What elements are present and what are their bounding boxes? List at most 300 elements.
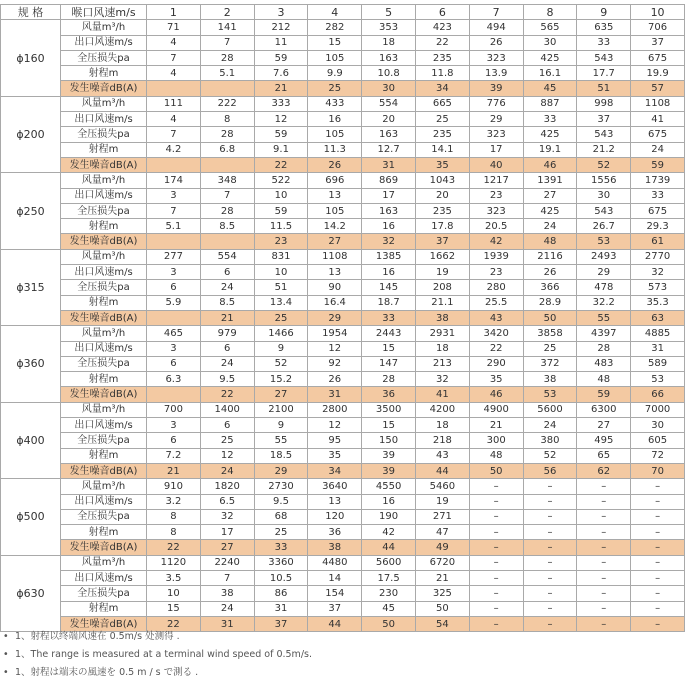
value-cell: 465 xyxy=(147,326,201,341)
value-cell: 59 xyxy=(631,157,685,172)
value-cell: 4.2 xyxy=(147,142,201,157)
row-label: 全压损失pa xyxy=(61,203,147,218)
value-cell: 51 xyxy=(254,280,308,295)
value-cell xyxy=(147,310,201,325)
speed-col-10: 10 xyxy=(631,5,685,20)
row-label: 出口风速m/s xyxy=(61,112,147,127)
value-cell: 24 xyxy=(200,601,254,616)
row-label: 射程m xyxy=(61,142,147,157)
value-cell: 44 xyxy=(362,540,416,555)
row-label: 射程m xyxy=(61,295,147,310)
value-cell: 3 xyxy=(147,265,201,280)
value-cell: 13 xyxy=(308,494,362,509)
value-cell: 41 xyxy=(631,112,685,127)
value-cell: 49 xyxy=(415,540,469,555)
value-cell: 24 xyxy=(631,142,685,157)
row-label: 射程m xyxy=(61,448,147,463)
footnotes xyxy=(3,628,312,682)
value-cell: 25 xyxy=(523,341,577,356)
value-cell: 3360 xyxy=(254,555,308,570)
value-cell: 3.2 xyxy=(147,494,201,509)
outlet-speed-row xyxy=(1,341,685,356)
value-cell: 7 xyxy=(200,188,254,203)
noise-row xyxy=(1,387,685,402)
value-cell: 208 xyxy=(415,280,469,295)
value-cell: – xyxy=(469,586,523,601)
value-cell: 10 xyxy=(254,188,308,203)
value-cell: – xyxy=(631,616,685,631)
value-cell: 52 xyxy=(523,448,577,463)
value-cell: 6 xyxy=(200,418,254,433)
airflow-row xyxy=(1,173,685,188)
value-cell xyxy=(147,81,201,96)
value-cell: 63 xyxy=(631,310,685,325)
value-cell: – xyxy=(469,509,523,524)
row-label: 出口风速m/s xyxy=(61,265,147,280)
value-cell: 4 xyxy=(147,35,201,50)
range-row xyxy=(1,66,685,81)
range-row xyxy=(1,295,685,310)
value-cell: 5.1 xyxy=(147,219,201,234)
footnote-en-text: 1、The range is measured at a terminal wind speed of 0.5m/s. xyxy=(15,649,312,660)
value-cell: 29 xyxy=(577,265,631,280)
value-cell: 573 xyxy=(631,280,685,295)
value-cell: 33 xyxy=(631,188,685,203)
row-label: 全压损失pa xyxy=(61,509,147,524)
value-cell: 190 xyxy=(362,509,416,524)
value-cell: – xyxy=(469,601,523,616)
pressure-loss-row xyxy=(1,433,685,448)
value-cell: 51 xyxy=(577,81,631,96)
value-cell: 34 xyxy=(415,81,469,96)
footnote-zh: • 1、射程以终端风速在 0.5m/s 处测得 . xyxy=(3,631,180,642)
value-cell: 56 xyxy=(523,463,577,478)
value-cell: – xyxy=(577,509,631,524)
row-label: 射程m xyxy=(61,601,147,616)
value-cell: 23 xyxy=(469,188,523,203)
value-cell: 46 xyxy=(523,157,577,172)
row-label: 出口风速m/s xyxy=(61,418,147,433)
value-cell: 3.5 xyxy=(147,570,201,585)
value-cell: 18 xyxy=(362,35,416,50)
value-cell: 2770 xyxy=(631,249,685,264)
value-cell: 105 xyxy=(308,127,362,142)
speed-col-1: 1 xyxy=(147,5,201,20)
value-cell: 1939 xyxy=(469,249,523,264)
value-cell: 16 xyxy=(362,494,416,509)
value-cell: 4200 xyxy=(415,402,469,417)
value-cell: 45 xyxy=(362,601,416,616)
pressure-loss-row xyxy=(1,127,685,142)
value-cell: 18.5 xyxy=(254,448,308,463)
pressure-loss-row xyxy=(1,280,685,295)
value-cell: 831 xyxy=(254,249,308,264)
value-cell: 19.1 xyxy=(523,142,577,157)
row-label: 发生噪音dB(A) xyxy=(61,387,147,402)
value-cell: 14.2 xyxy=(308,219,362,234)
row-label: 出口风速m/s xyxy=(61,188,147,203)
value-cell: – xyxy=(523,525,577,540)
value-cell: 13 xyxy=(308,188,362,203)
value-cell xyxy=(200,234,254,249)
spec-size-cell: ϕ500 xyxy=(1,479,61,555)
value-cell: 3 xyxy=(147,341,201,356)
value-cell: – xyxy=(631,555,685,570)
value-cell: 37 xyxy=(254,616,308,631)
value-cell: 105 xyxy=(308,50,362,65)
value-cell: 20 xyxy=(362,112,416,127)
outlet-speed-row xyxy=(1,570,685,585)
value-cell: 380 xyxy=(523,433,577,448)
value-cell: 543 xyxy=(577,127,631,142)
value-cell: – xyxy=(631,494,685,509)
value-cell: 14.1 xyxy=(415,142,469,157)
value-cell: 32 xyxy=(362,234,416,249)
value-cell: 52 xyxy=(577,157,631,172)
value-cell: – xyxy=(523,586,577,601)
value-cell: 37 xyxy=(577,112,631,127)
value-cell: – xyxy=(631,509,685,524)
value-cell: 21.2 xyxy=(577,142,631,157)
value-cell: 218 xyxy=(415,433,469,448)
value-cell: 32.2 xyxy=(577,295,631,310)
value-cell: 1043 xyxy=(415,173,469,188)
value-cell: – xyxy=(577,479,631,494)
value-cell: 12.7 xyxy=(362,142,416,157)
value-cell: 35 xyxy=(469,372,523,387)
value-cell: 31 xyxy=(200,616,254,631)
value-cell: 910 xyxy=(147,479,201,494)
value-cell: 3858 xyxy=(523,326,577,341)
value-cell: 120 xyxy=(308,509,362,524)
value-cell: – xyxy=(469,570,523,585)
value-cell: 21 xyxy=(415,570,469,585)
value-cell: 1954 xyxy=(308,326,362,341)
value-cell: 23 xyxy=(254,234,308,249)
row-label: 射程m xyxy=(61,66,147,81)
value-cell: 29 xyxy=(254,463,308,478)
value-cell: 9.5 xyxy=(200,372,254,387)
row-label: 全压损失pa xyxy=(61,433,147,448)
value-cell: 15 xyxy=(308,35,362,50)
value-cell: 7 xyxy=(200,570,254,585)
row-label: 出口风速m/s xyxy=(61,35,147,50)
value-cell: 38 xyxy=(308,540,362,555)
value-cell: – xyxy=(631,540,685,555)
value-cell: 2240 xyxy=(200,555,254,570)
value-cell xyxy=(147,387,201,402)
value-cell: 483 xyxy=(577,356,631,371)
value-cell: 40 xyxy=(469,157,523,172)
value-cell: 15 xyxy=(147,601,201,616)
value-cell: 24 xyxy=(200,356,254,371)
row-label: 风量m³/h xyxy=(61,20,147,35)
value-cell: 163 xyxy=(362,127,416,142)
outlet-speed-row xyxy=(1,188,685,203)
value-cell: 24 xyxy=(523,219,577,234)
value-cell: 10.8 xyxy=(362,66,416,81)
range-row xyxy=(1,142,685,157)
row-label: 射程m xyxy=(61,372,147,387)
value-cell: 59 xyxy=(254,50,308,65)
value-cell: – xyxy=(523,601,577,616)
value-cell: 22 xyxy=(147,540,201,555)
value-cell: 65 xyxy=(577,448,631,463)
value-cell: 7 xyxy=(147,50,201,65)
value-cell: 1385 xyxy=(362,249,416,264)
value-cell: 26 xyxy=(469,35,523,50)
value-cell: 3640 xyxy=(308,479,362,494)
value-cell: 543 xyxy=(577,203,631,218)
value-cell: 150 xyxy=(362,433,416,448)
value-cell: 147 xyxy=(362,356,416,371)
value-cell: 425 xyxy=(523,203,577,218)
value-cell: 3420 xyxy=(469,326,523,341)
value-cell: 5.9 xyxy=(147,295,201,310)
value-cell: 3500 xyxy=(362,402,416,417)
value-cell: 26 xyxy=(308,372,362,387)
value-cell: 90 xyxy=(308,280,362,295)
value-cell: 25 xyxy=(254,310,308,325)
range-row xyxy=(1,372,685,387)
value-cell: 36 xyxy=(362,387,416,402)
row-label: 风量m³/h xyxy=(61,326,147,341)
value-cell: 43 xyxy=(469,310,523,325)
value-cell: 554 xyxy=(200,249,254,264)
spec-header: 规 格 xyxy=(1,5,61,20)
value-cell: 31 xyxy=(631,341,685,356)
value-cell: 25 xyxy=(200,433,254,448)
value-cell: 325 xyxy=(415,586,469,601)
value-cell: 222 xyxy=(200,96,254,111)
value-cell: 18 xyxy=(415,341,469,356)
value-cell: 1662 xyxy=(415,249,469,264)
value-cell: – xyxy=(523,494,577,509)
value-cell: 4397 xyxy=(577,326,631,341)
footnote-ja: • 1、射程は端末の風速を 0.5 m / s で測る . xyxy=(3,667,199,678)
value-cell xyxy=(200,81,254,96)
value-cell: 605 xyxy=(631,433,685,448)
value-cell: 145 xyxy=(362,280,416,295)
value-cell: – xyxy=(523,540,577,555)
value-cell: 7.2 xyxy=(147,448,201,463)
value-cell: 869 xyxy=(362,173,416,188)
value-cell: 6.3 xyxy=(147,372,201,387)
value-cell: 7.6 xyxy=(254,66,308,81)
value-cell: 29 xyxy=(308,310,362,325)
value-cell: 15 xyxy=(362,418,416,433)
value-cell: 53 xyxy=(577,234,631,249)
value-cell: 16.4 xyxy=(308,295,362,310)
value-cell: 5600 xyxy=(523,402,577,417)
value-cell: 174 xyxy=(147,173,201,188)
value-cell: – xyxy=(631,570,685,585)
value-cell: 42 xyxy=(469,234,523,249)
row-label: 风量m³/h xyxy=(61,555,147,570)
value-cell: 141 xyxy=(200,20,254,35)
value-cell: 425 xyxy=(523,127,577,142)
noise-row xyxy=(1,157,685,172)
value-cell: 163 xyxy=(362,50,416,65)
value-cell: 1400 xyxy=(200,402,254,417)
value-cell: 23 xyxy=(469,265,523,280)
value-cell: 478 xyxy=(577,280,631,295)
value-cell: 28 xyxy=(200,50,254,65)
value-cell: 39 xyxy=(469,81,523,96)
value-cell: 9 xyxy=(254,418,308,433)
row-label: 发生噪音dB(A) xyxy=(61,616,147,631)
value-cell: 5600 xyxy=(362,555,416,570)
value-cell: 323 xyxy=(469,203,523,218)
value-cell: 5460 xyxy=(415,479,469,494)
value-cell: 59 xyxy=(254,203,308,218)
value-cell: 27 xyxy=(200,540,254,555)
value-cell: – xyxy=(631,586,685,601)
value-cell: 4550 xyxy=(362,479,416,494)
value-cell: 71 xyxy=(147,20,201,35)
value-cell: 11 xyxy=(254,35,308,50)
value-cell: 68 xyxy=(254,509,308,524)
value-cell: – xyxy=(523,616,577,631)
value-cell: 24 xyxy=(200,463,254,478)
value-cell: 33 xyxy=(254,540,308,555)
value-cell: 31 xyxy=(254,601,308,616)
pressure-loss-row xyxy=(1,509,685,524)
value-cell: 1466 xyxy=(254,326,308,341)
value-cell: 16.1 xyxy=(523,66,577,81)
value-cell: 1391 xyxy=(523,173,577,188)
value-cell: 14 xyxy=(308,570,362,585)
value-cell: 675 xyxy=(631,50,685,65)
value-cell: 13.9 xyxy=(469,66,523,81)
value-cell: 323 xyxy=(469,50,523,65)
value-cell: 24 xyxy=(523,418,577,433)
value-cell: 230 xyxy=(362,586,416,601)
value-cell: 6.8 xyxy=(200,142,254,157)
airflow-row xyxy=(1,96,685,111)
value-cell: 1108 xyxy=(631,96,685,111)
value-cell: 57 xyxy=(631,81,685,96)
value-cell: 62 xyxy=(577,463,631,478)
value-cell: 4900 xyxy=(469,402,523,417)
value-cell: 16 xyxy=(308,112,362,127)
value-cell: 27 xyxy=(577,418,631,433)
row-label: 发生噪音dB(A) xyxy=(61,81,147,96)
row-label: 全压损失pa xyxy=(61,127,147,142)
value-cell: – xyxy=(469,494,523,509)
value-cell: 21 xyxy=(200,310,254,325)
value-cell: 7 xyxy=(147,203,201,218)
value-cell: 7 xyxy=(147,127,201,142)
spec-table-body xyxy=(1,20,685,632)
value-cell: 17.7 xyxy=(577,66,631,81)
value-cell: 887 xyxy=(523,96,577,111)
value-cell: 25 xyxy=(254,525,308,540)
value-cell: 59 xyxy=(254,127,308,142)
value-cell: 17 xyxy=(362,188,416,203)
value-cell: 3 xyxy=(147,188,201,203)
value-cell: 16 xyxy=(362,219,416,234)
value-cell: 53 xyxy=(523,387,577,402)
value-cell: 32 xyxy=(200,509,254,524)
value-cell: 27 xyxy=(308,234,362,249)
value-cell: 48 xyxy=(577,372,631,387)
value-cell: 22 xyxy=(147,616,201,631)
value-cell: 16 xyxy=(362,265,416,280)
value-cell: 10 xyxy=(254,265,308,280)
row-label: 风量m³/h xyxy=(61,249,147,264)
value-cell: 6 xyxy=(200,265,254,280)
value-cell: – xyxy=(469,525,523,540)
value-cell: 8.5 xyxy=(200,295,254,310)
value-cell: 333 xyxy=(254,96,308,111)
value-cell: 2493 xyxy=(577,249,631,264)
value-cell: 353 xyxy=(362,20,416,35)
value-cell: 34 xyxy=(308,463,362,478)
value-cell: 21 xyxy=(254,81,308,96)
value-cell: 776 xyxy=(469,96,523,111)
value-cell: 11.5 xyxy=(254,219,308,234)
spec-size-cell: ϕ400 xyxy=(1,402,61,478)
row-label: 风量m³/h xyxy=(61,402,147,417)
value-cell: 213 xyxy=(415,356,469,371)
value-cell: 495 xyxy=(577,433,631,448)
value-cell: 43 xyxy=(415,448,469,463)
row-label: 全压损失pa xyxy=(61,280,147,295)
value-cell: 589 xyxy=(631,356,685,371)
speed-col-2: 2 xyxy=(200,5,254,20)
value-cell: 42 xyxy=(362,525,416,540)
value-cell: 2800 xyxy=(308,402,362,417)
value-cell: 4480 xyxy=(308,555,362,570)
outlet-speed-row xyxy=(1,418,685,433)
row-label: 风量m³/h xyxy=(61,479,147,494)
range-row xyxy=(1,525,685,540)
outlet-speed-row xyxy=(1,35,685,50)
value-cell: 18.7 xyxy=(362,295,416,310)
value-cell: – xyxy=(577,555,631,570)
noise-row xyxy=(1,310,685,325)
airflow-row xyxy=(1,326,685,341)
value-cell: 31 xyxy=(308,387,362,402)
value-cell: 665 xyxy=(415,96,469,111)
value-cell: 9.9 xyxy=(308,66,362,81)
value-cell: 55 xyxy=(254,433,308,448)
value-cell: 33 xyxy=(523,112,577,127)
speed-col-5: 5 xyxy=(362,5,416,20)
value-cell: 20.5 xyxy=(469,219,523,234)
value-cell: – xyxy=(577,616,631,631)
spec-size-cell: ϕ250 xyxy=(1,173,61,249)
value-cell: 425 xyxy=(523,50,577,65)
value-cell: 554 xyxy=(362,96,416,111)
value-cell: 9.5 xyxy=(254,494,308,509)
value-cell: 17.5 xyxy=(362,570,416,585)
value-cell: 95 xyxy=(308,433,362,448)
pressure-loss-row xyxy=(1,203,685,218)
row-label: 发生噪音dB(A) xyxy=(61,157,147,172)
value-cell: 2116 xyxy=(523,249,577,264)
value-cell: 25.5 xyxy=(469,295,523,310)
value-cell: 154 xyxy=(308,586,362,601)
value-cell: 38 xyxy=(200,586,254,601)
value-cell: 235 xyxy=(415,50,469,65)
value-cell: 348 xyxy=(200,173,254,188)
value-cell: 271 xyxy=(415,509,469,524)
value-cell: 212 xyxy=(254,20,308,35)
outlet-speed-row xyxy=(1,112,685,127)
value-cell: 2100 xyxy=(254,402,308,417)
